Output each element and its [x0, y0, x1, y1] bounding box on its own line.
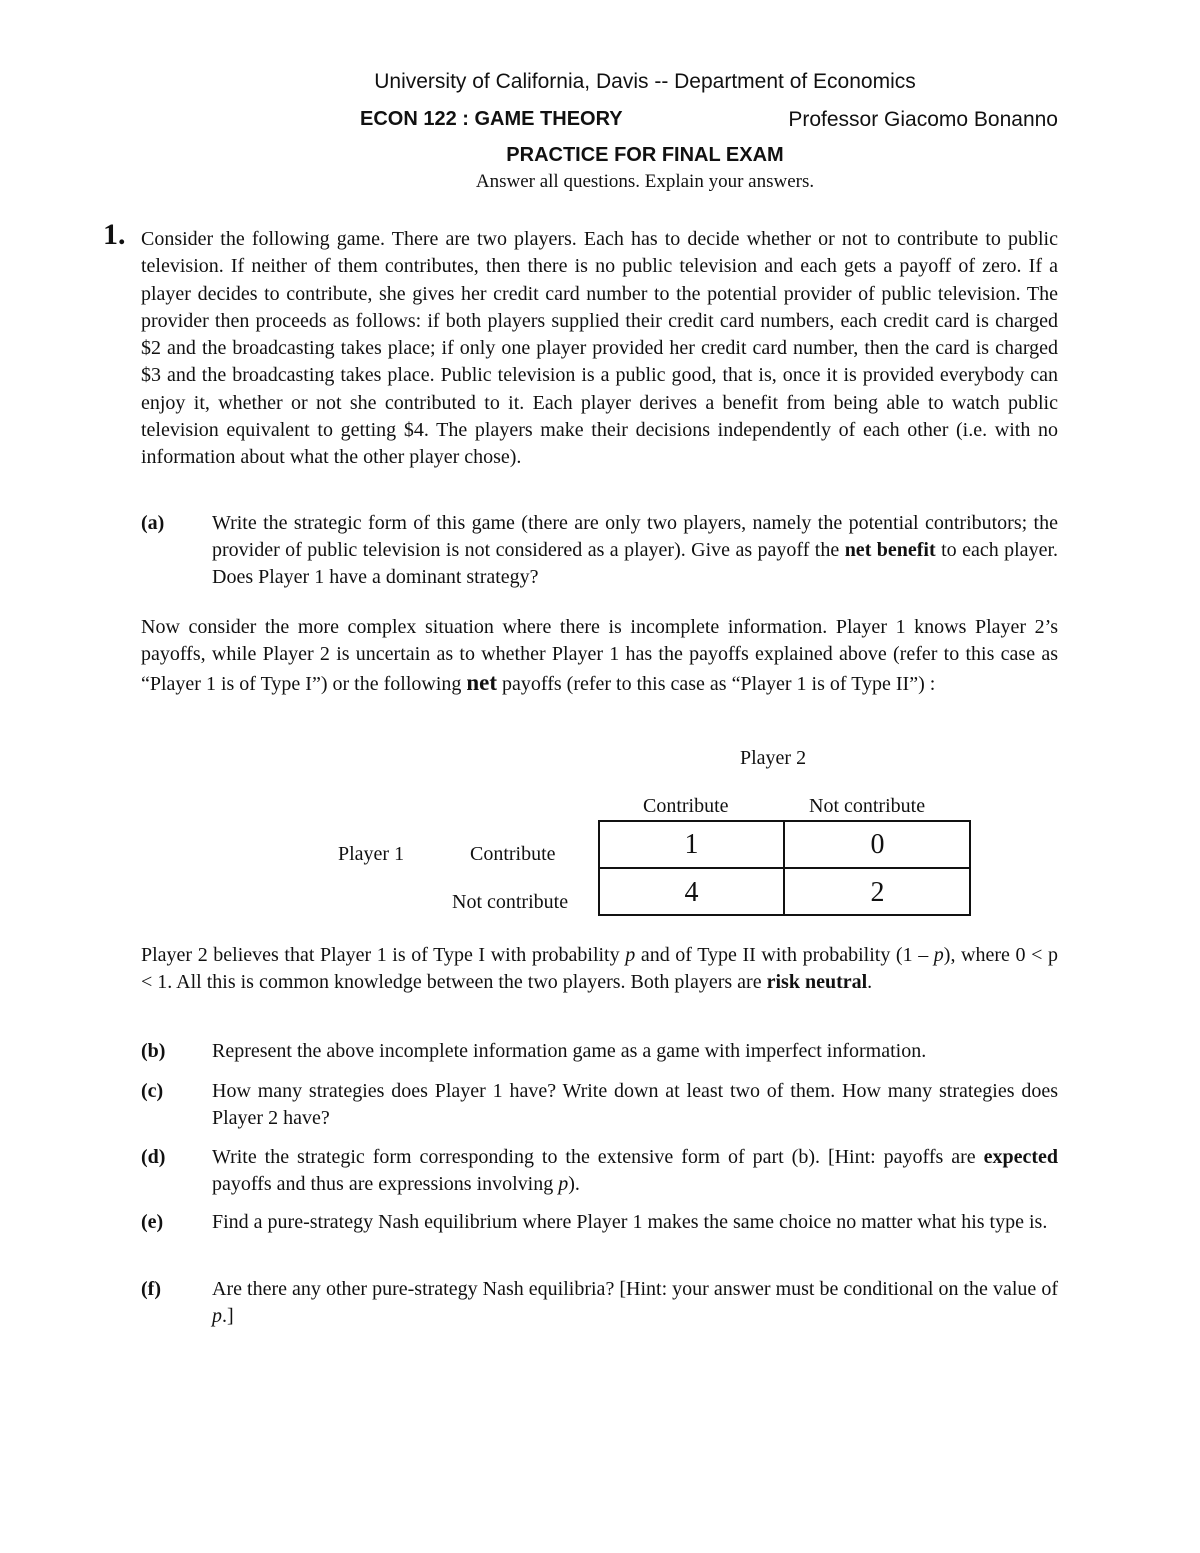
- now-bold-net: net: [466, 669, 498, 695]
- part-d-bold: expected: [983, 1146, 1058, 1168]
- payoff-table: [598, 820, 971, 916]
- payoff-cell: 0: [785, 822, 970, 869]
- course-title: ECON 122 : GAME THEORY: [360, 108, 623, 130]
- part-e-label: (e): [141, 1211, 164, 1233]
- believe-text-4: .: [867, 971, 873, 994]
- believe-bold: risk neutral: [766, 971, 868, 994]
- part-a-label: (a): [141, 512, 165, 534]
- part-d-text-3: ).: [568, 1173, 580, 1195]
- belief-paragraph: [141, 942, 1058, 997]
- payoff-cell: 1: [600, 822, 785, 869]
- part-c-label: (c): [141, 1080, 164, 1102]
- now-text-1: Now consider the more complex situation where there is incomplete information. Player 1 knows Player 2’s payoffs, while Player 2 is uncertain as to whether Player 1 has the payoffs explained above (refer to this case as “Player 1 is of Type I”) or the following: [141, 616, 1058, 695]
- believe-text-3: ), where 0 < p < 1. All this is common knowledge between the two players. Both players are: [141, 944, 1058, 994]
- part-b-label: (b): [141, 1040, 166, 1062]
- question-number: 1.: [103, 218, 126, 251]
- part-a-text-2: to each player. Does Player 1 have a dominant strategy?: [212, 539, 1058, 588]
- now-text-2: payoffs (refer to this case as “Player 1 is of Type II”) :: [497, 672, 936, 695]
- part-f-text: [212, 1276, 1058, 1330]
- question-intro: Consider the following game. There are two players. Each has to decide whether or not to contribute to public television. If neither of them contributes, then there is no public television and each gets a payoff of zero. If a player decides to contribute, she gives her credit card number to the potential provider of public television. The provider then proceeds as follows: if both players supplied their credit card numbers, each credit card is charged $2 and the broadcasting takes place; if only one player provided her credit card number, then the card is charged $3 and the broadcasting takes place. Public television is a public good, that is, once it is provided everybody can enjoy it, whether or not she contributed to it. Each player derives a benefit from being able to watch public television equivalent to getting $4. The players make their decisions independently of each other (i.e. with no information about what the other player chose).: [141, 228, 1058, 469]
- believe-text-2: and of Type II with probability (1 –: [635, 944, 934, 966]
- part-a-text-1: Write the strategic form of this game (there are only two players, namely the potential contributors; the provider of public television is not considered as a player). Give as payoff the: [212, 512, 1058, 561]
- payoff-cell: 4: [600, 869, 785, 916]
- row-header-not-contribute: Not contribute: [452, 891, 569, 913]
- part-f-label: (f): [141, 1278, 161, 1300]
- professor-name: Professor Giacomo Bonanno: [788, 108, 1058, 131]
- col-header-contribute: Contribute: [643, 795, 729, 817]
- part-d-label: (d): [141, 1146, 166, 1168]
- row-header-contribute: Contribute: [470, 843, 556, 865]
- part-a-text: [212, 510, 1058, 591]
- believe-text-1: Player 2 believes that Player 1 is of Type I with probability: [141, 944, 626, 966]
- part-b-text: Represent the above incomplete information game as a game with imperfect information.: [212, 1040, 927, 1062]
- part-f-text-2: .]: [222, 1305, 234, 1327]
- part-a-bold: net benefit: [844, 539, 936, 561]
- part-d-text: [212, 1144, 1058, 1198]
- payoff-cell: 2: [870, 876, 885, 908]
- part-d-text-1: Write the strategic form corresponding to the extensive form of part (b). [Hint: payoffs are: [212, 1146, 984, 1168]
- part-e-text: Find a pure-strategy Nash equilibrium where Player 1 makes the same choice no matter what his type is.: [212, 1211, 1048, 1233]
- exam-instructions: Answer all questions. Explain your answers.: [475, 171, 815, 192]
- believe-p-2: p: [933, 944, 944, 966]
- believe-p-1: p: [625, 944, 636, 966]
- incomplete-info-paragraph: [141, 614, 1058, 698]
- part-f-p: p: [212, 1305, 222, 1327]
- player2-label: Player 2: [740, 747, 807, 769]
- university-header: University of California, Davis -- Department of Economics: [374, 70, 916, 93]
- part-d-text-2: payoffs and thus are expressions involving: [212, 1173, 559, 1195]
- exam-title: PRACTICE FOR FINAL EXAM: [506, 144, 784, 166]
- part-f-text-1: Are there any other pure-strategy Nash equilibria? [Hint: your answer must be conditional on the value of: [212, 1278, 1058, 1300]
- player1-label: Player 1: [338, 843, 405, 865]
- col-header-not-contribute: Not contribute: [809, 795, 926, 817]
- part-c-text: How many strategies does Player 1 have? Write down at least two of them. How many strategies does Player 2 have?: [212, 1080, 1058, 1129]
- part-d-p: p: [558, 1173, 569, 1195]
